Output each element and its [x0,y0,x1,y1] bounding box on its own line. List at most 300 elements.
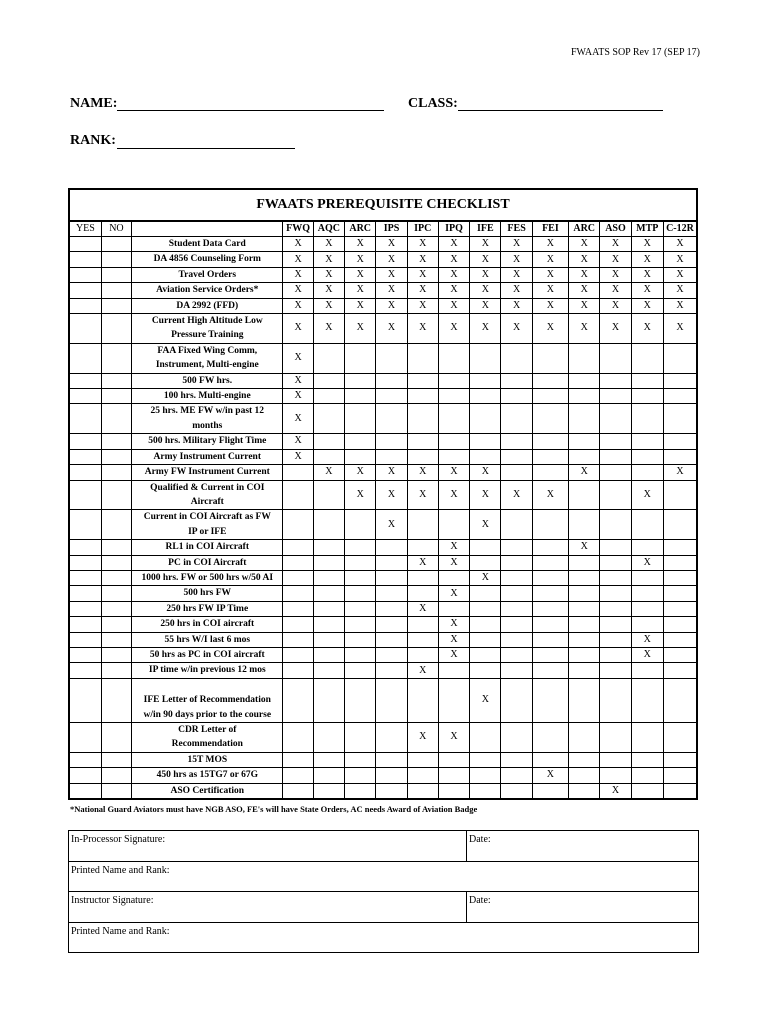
column-header-8: FEI [532,221,568,237]
requirement-mark [345,632,376,647]
yes-checkbox[interactable] [69,343,101,373]
requirement-mark [569,617,600,632]
requirement-mark: X [569,283,600,298]
requirement-label-line: 450 hrs as 15TG7 or 67G [156,770,258,781]
requirement-mark [313,449,344,464]
checklist-row [69,465,697,480]
requirement-mark [569,555,600,570]
requirement-mark: X [407,237,438,252]
requirement-mark: X [470,314,501,344]
requirement-mark: X [470,480,501,510]
requirement-mark [313,389,344,404]
column-header-3: IPS [376,221,407,237]
requirement-mark [407,373,438,388]
requirement-mark [569,434,600,449]
requirement-label-line: Aviation Service Orders* [156,285,259,296]
no-checkbox[interactable] [101,768,131,783]
yes-checkbox[interactable] [69,768,101,783]
requirement-mark: X [283,283,313,298]
requirement-mark [313,647,344,662]
requirement-mark [600,510,631,540]
requirement-mark [376,570,407,585]
requirement-mark [663,663,697,678]
requirement-mark [600,373,631,388]
requirement-mark [407,752,438,767]
yes-checkbox[interactable] [69,632,101,647]
no-checkbox[interactable] [101,723,131,753]
requirement-mark [569,783,600,799]
no-checkbox[interactable] [101,617,131,632]
no-checkbox[interactable] [101,555,131,570]
yes-checkbox[interactable] [69,373,101,388]
requirement-mark [631,404,663,434]
requirement-mark [532,723,568,753]
requirement-mark [283,647,313,662]
date-field-2[interactable]: Date: [467,892,699,923]
requirement-mark [501,678,532,722]
requirement-mark [376,678,407,722]
requirement-mark [569,632,600,647]
requirement-mark [600,570,631,585]
requirement-mark: X [438,480,469,510]
yes-column-header: YES [69,221,101,237]
requirement-label-line: 25 hrs. ME FW w/in past 12 [150,406,265,417]
requirement-label [132,389,283,404]
no-checkbox[interactable] [101,586,131,601]
no-checkbox[interactable] [101,404,131,434]
no-checkbox[interactable] [101,267,131,282]
requirement-mark [283,617,313,632]
requirement-mark [283,723,313,753]
requirement-label [132,314,283,344]
requirement-mark [470,343,501,373]
requirement-mark: X [532,480,568,510]
checklist-row [69,768,697,783]
requirement-label [132,404,283,434]
requirement-mark: X [313,465,344,480]
requirement-mark [438,663,469,678]
requirement-mark [631,343,663,373]
requirement-mark [313,617,344,632]
requirement-mark [532,617,568,632]
requirement-mark [313,601,344,616]
requirement-mark [438,601,469,616]
requirement-mark: X [600,252,631,267]
yes-checkbox[interactable] [69,586,101,601]
requirement-mark [313,404,344,434]
requirement-label-line: ASO Certification [170,785,245,796]
no-checkbox[interactable] [101,570,131,585]
requirement-mark: X [345,465,376,480]
requirement-mark [407,617,438,632]
requirement-mark [501,617,532,632]
no-checkbox[interactable] [101,510,131,540]
requirement-mark [631,540,663,555]
requirement-mark [313,752,344,767]
requirement-mark [631,434,663,449]
yes-checkbox[interactable] [69,237,101,252]
requirement-mark [345,723,376,753]
yes-checkbox[interactable] [69,267,101,282]
checklist-row [69,586,697,601]
requirement-mark: X [569,540,600,555]
requirement-mark [600,723,631,753]
name-label: NAME: [70,96,118,111]
requirement-mark: X [631,237,663,252]
requirement-mark: X [470,252,501,267]
requirement-mark [407,343,438,373]
requirement-mark: X [345,252,376,267]
requirement-mark [569,663,600,678]
requirement-mark [407,586,438,601]
requirement-mark: X [569,314,600,344]
yes-checkbox[interactable] [69,601,101,616]
requirement-mark: X [313,298,344,313]
requirement-mark: X [631,252,663,267]
checklist-row [69,617,697,632]
no-checkbox[interactable] [101,298,131,313]
requirement-mark [631,570,663,585]
in-processor-signature-field[interactable]: In-Processor Signature: [69,831,467,862]
no-checkbox[interactable] [101,389,131,404]
requirement-label-line: Qualified & Current in COI [150,482,265,493]
requirement-label [132,465,283,480]
requirement-mark [313,586,344,601]
requirement-mark [313,540,344,555]
requirement-label [132,723,283,753]
no-checkbox[interactable] [101,237,131,252]
column-header-7: FES [501,221,532,237]
requirement-mark: X [501,298,532,313]
requirement-label-line: Instrument, Multi-engine [155,360,259,371]
yes-checkbox[interactable] [69,783,101,799]
no-checkbox[interactable] [101,449,131,464]
yes-checkbox[interactable] [69,252,101,267]
requirement-mark [313,373,344,388]
requirement-mark [663,449,697,464]
yes-checkbox[interactable] [69,404,101,434]
requirement-mark: X [532,298,568,313]
requirement-label-line: PC in COI Aircraft [168,557,247,568]
requirement-mark: X [532,283,568,298]
requirement-label [132,283,283,298]
no-checkbox[interactable] [101,373,131,388]
checklist-row [69,237,697,252]
requirement-mark [376,768,407,783]
requirement-mark [569,678,600,722]
requirement-mark [569,404,600,434]
no-checkbox[interactable] [101,343,131,373]
requirement-mark [283,783,313,799]
requirement-mark [631,752,663,767]
requirement-mark: X [501,283,532,298]
checklist-row [69,510,697,540]
no-checkbox[interactable] [101,663,131,678]
requirement-mark [283,632,313,647]
requirement-mark [376,752,407,767]
requirement-mark [345,373,376,388]
requirement-mark: X [407,555,438,570]
requirement-mark [438,404,469,434]
no-checkbox[interactable] [101,540,131,555]
rank-field[interactable] [117,148,295,149]
no-checkbox[interactable] [101,314,131,344]
prerequisite-checklist-table [68,188,698,800]
requirement-mark [501,632,532,647]
requirement-mark: X [283,434,313,449]
requirement-mark [501,723,532,753]
requirement-mark [470,373,501,388]
checklist-row [69,783,697,799]
requirement-label-line: Pressure Training [171,330,244,341]
requirement-mark [345,540,376,555]
requirement-label [132,768,283,783]
date-field-1[interactable]: Date: [467,831,699,862]
requirement-label-line: months [192,420,223,431]
requirement-label [132,663,283,678]
requirement-mark: X [438,314,469,344]
yes-checkbox[interactable] [69,723,101,753]
yes-checkbox[interactable] [69,480,101,510]
requirement-mark [631,783,663,799]
requirement-mark [600,404,631,434]
requirement-mark [313,632,344,647]
yes-checkbox[interactable] [69,752,101,767]
requirement-mark: X [501,237,532,252]
yes-checkbox[interactable] [69,465,101,480]
requirement-label [132,570,283,585]
yes-checkbox[interactable] [69,283,101,298]
no-checkbox[interactable] [101,647,131,662]
no-checkbox[interactable] [101,678,131,722]
yes-checkbox[interactable] [69,434,101,449]
requirement-mark [600,555,631,570]
name-field[interactable] [117,110,384,111]
requirement-mark [438,678,469,722]
printed-name-rank-field-2[interactable]: Printed Name and Rank: [69,923,699,953]
requirement-mark: X [438,586,469,601]
requirement-mark: X [600,237,631,252]
requirement-mark: X [631,555,663,570]
requirement-mark [631,678,663,722]
requirement-mark [532,343,568,373]
checklist-row [69,314,697,344]
requirement-mark [345,586,376,601]
requirement-mark: X [283,343,313,373]
requirement-mark [470,540,501,555]
checklist-row [69,678,697,722]
requirement-mark: X [569,465,600,480]
requirement-mark [345,601,376,616]
requirement-label-line: 50 hrs as PC in COI aircraft [149,649,265,660]
column-header-12: C-12R [663,221,697,237]
requirement-mark [663,632,697,647]
requirement-mark [376,783,407,799]
requirement-mark [283,768,313,783]
no-column-header: NO [101,221,131,237]
requirement-mark: X [313,283,344,298]
requirement-label [132,267,283,282]
requirement-mark [345,343,376,373]
requirement-mark: X [631,298,663,313]
requirement-mark [407,434,438,449]
requirement-mark [532,601,568,616]
requirement-mark [663,540,697,555]
requirement-mark [283,540,313,555]
requirement-mark [569,389,600,404]
checklist-row [69,373,697,388]
requirement-mark: X [532,267,568,282]
requirement-label-line: 55 hrs W/I last 6 mos [164,634,251,645]
requirement-mark [470,783,501,799]
checklist-row [69,632,697,647]
requirement-label-line: w/in 90 days prior to the course [143,709,272,720]
requirement-mark [438,343,469,373]
requirement-mark: X [631,480,663,510]
no-checkbox[interactable] [101,632,131,647]
requirement-mark [663,617,697,632]
requirement-label-line: IP time w/in previous 12 mos [148,665,266,676]
requirement-label-line: 1000 hrs. FW or 500 hrs w/50 AI [141,572,274,583]
yes-checkbox[interactable] [69,540,101,555]
column-header-11: MTP [631,221,663,237]
yes-checkbox[interactable] [69,678,101,722]
requirement-mark [407,647,438,662]
requirement-label-line: IP or IFE [188,526,227,537]
requirement-mark [470,434,501,449]
yes-checkbox[interactable] [69,617,101,632]
requirement-mark: X [313,237,344,252]
yes-checkbox[interactable] [69,298,101,313]
yes-checkbox[interactable] [69,647,101,662]
requirement-mark [376,586,407,601]
requirement-mark [600,647,631,662]
class-label: CLASS: [408,96,458,111]
requirement-mark [376,540,407,555]
no-checkbox[interactable] [101,283,131,298]
requirement-mark: X [283,252,313,267]
requirement-mark [663,783,697,799]
requirement-mark: X [600,267,631,282]
no-checkbox[interactable] [101,752,131,767]
requirement-mark [600,434,631,449]
checklist-row [69,404,697,434]
no-checkbox[interactable] [101,465,131,480]
requirement-mark [532,449,568,464]
requirement-mark [569,586,600,601]
yes-checkbox[interactable] [69,449,101,464]
requirement-mark [631,510,663,540]
yes-checkbox[interactable] [69,314,101,344]
requirement-mark [532,465,568,480]
requirement-mark: X [376,314,407,344]
requirement-label-line: 500 hrs FW [183,588,232,599]
requirement-label [132,373,283,388]
requirement-mark: X [600,283,631,298]
requirement-label-line: Recommendation [171,739,243,750]
requirement-mark [345,752,376,767]
requirement-mark [470,601,501,616]
printed-name-rank-field-1[interactable]: Printed Name and Rank: [69,862,699,892]
checklist-row [69,252,697,267]
requirement-mark [631,373,663,388]
requirement-mark [313,570,344,585]
checklist-row [69,343,697,373]
requirement-mark: X [345,480,376,510]
requirement-mark [600,617,631,632]
requirement-mark [600,752,631,767]
requirement-mark [663,647,697,662]
requirement-mark [407,678,438,722]
requirement-mark [532,434,568,449]
yes-checkbox[interactable] [69,570,101,585]
no-checkbox[interactable] [101,601,131,616]
requirement-label [132,298,283,313]
requirement-mark [501,389,532,404]
requirement-mark: X [600,783,631,799]
requirement-mark: X [407,283,438,298]
document-id: FWAATS SOP Rev 17 (SEP 17) [571,47,700,58]
requirement-mark [313,723,344,753]
requirement-mark [345,434,376,449]
requirement-mark [438,510,469,540]
requirement-mark [470,723,501,753]
requirement-label-line: Travel Orders [178,269,237,280]
class-field[interactable] [458,110,663,111]
requirement-mark: X [501,252,532,267]
requirement-mark [663,570,697,585]
requirement-mark [376,373,407,388]
requirement-label [132,252,283,267]
requirement-mark [569,723,600,753]
requirement-mark: X [407,314,438,344]
requirement-label-line: 15T MOS [187,754,228,765]
yes-checkbox[interactable] [69,389,101,404]
yes-checkbox[interactable] [69,510,101,540]
requirement-mark: X [631,283,663,298]
requirement-mark [313,783,344,799]
no-checkbox[interactable] [101,480,131,510]
requirement-mark [345,570,376,585]
requirement-mark: X [345,267,376,282]
requirement-mark [345,678,376,722]
requirement-label-line: Student Data Card [168,239,246,249]
column-header-6: IFE [470,221,501,237]
requirement-label [132,480,283,510]
requirement-mark [283,570,313,585]
requirement-mark: X [407,465,438,480]
requirement-mark: X [438,237,469,252]
requirement-mark: X [283,449,313,464]
requirement-mark [631,389,663,404]
no-checkbox[interactable] [101,252,131,267]
no-checkbox[interactable] [101,434,131,449]
requirement-mark: X [376,237,407,252]
requirement-mark: X [501,267,532,282]
requirement-mark: X [438,632,469,647]
yes-checkbox[interactable] [69,555,101,570]
requirement-mark [345,555,376,570]
requirement-mark: X [376,480,407,510]
checklist-row [69,283,697,298]
requirement-mark: X [569,267,600,282]
no-checkbox[interactable] [101,783,131,799]
instructor-signature-field[interactable]: Instructor Signature: [69,892,467,923]
requirement-mark: X [407,252,438,267]
yes-checkbox[interactable] [69,663,101,678]
checklist-title: FWAATS PREREQUISITE CHECKLIST [69,189,697,221]
checklist-row [69,555,697,570]
